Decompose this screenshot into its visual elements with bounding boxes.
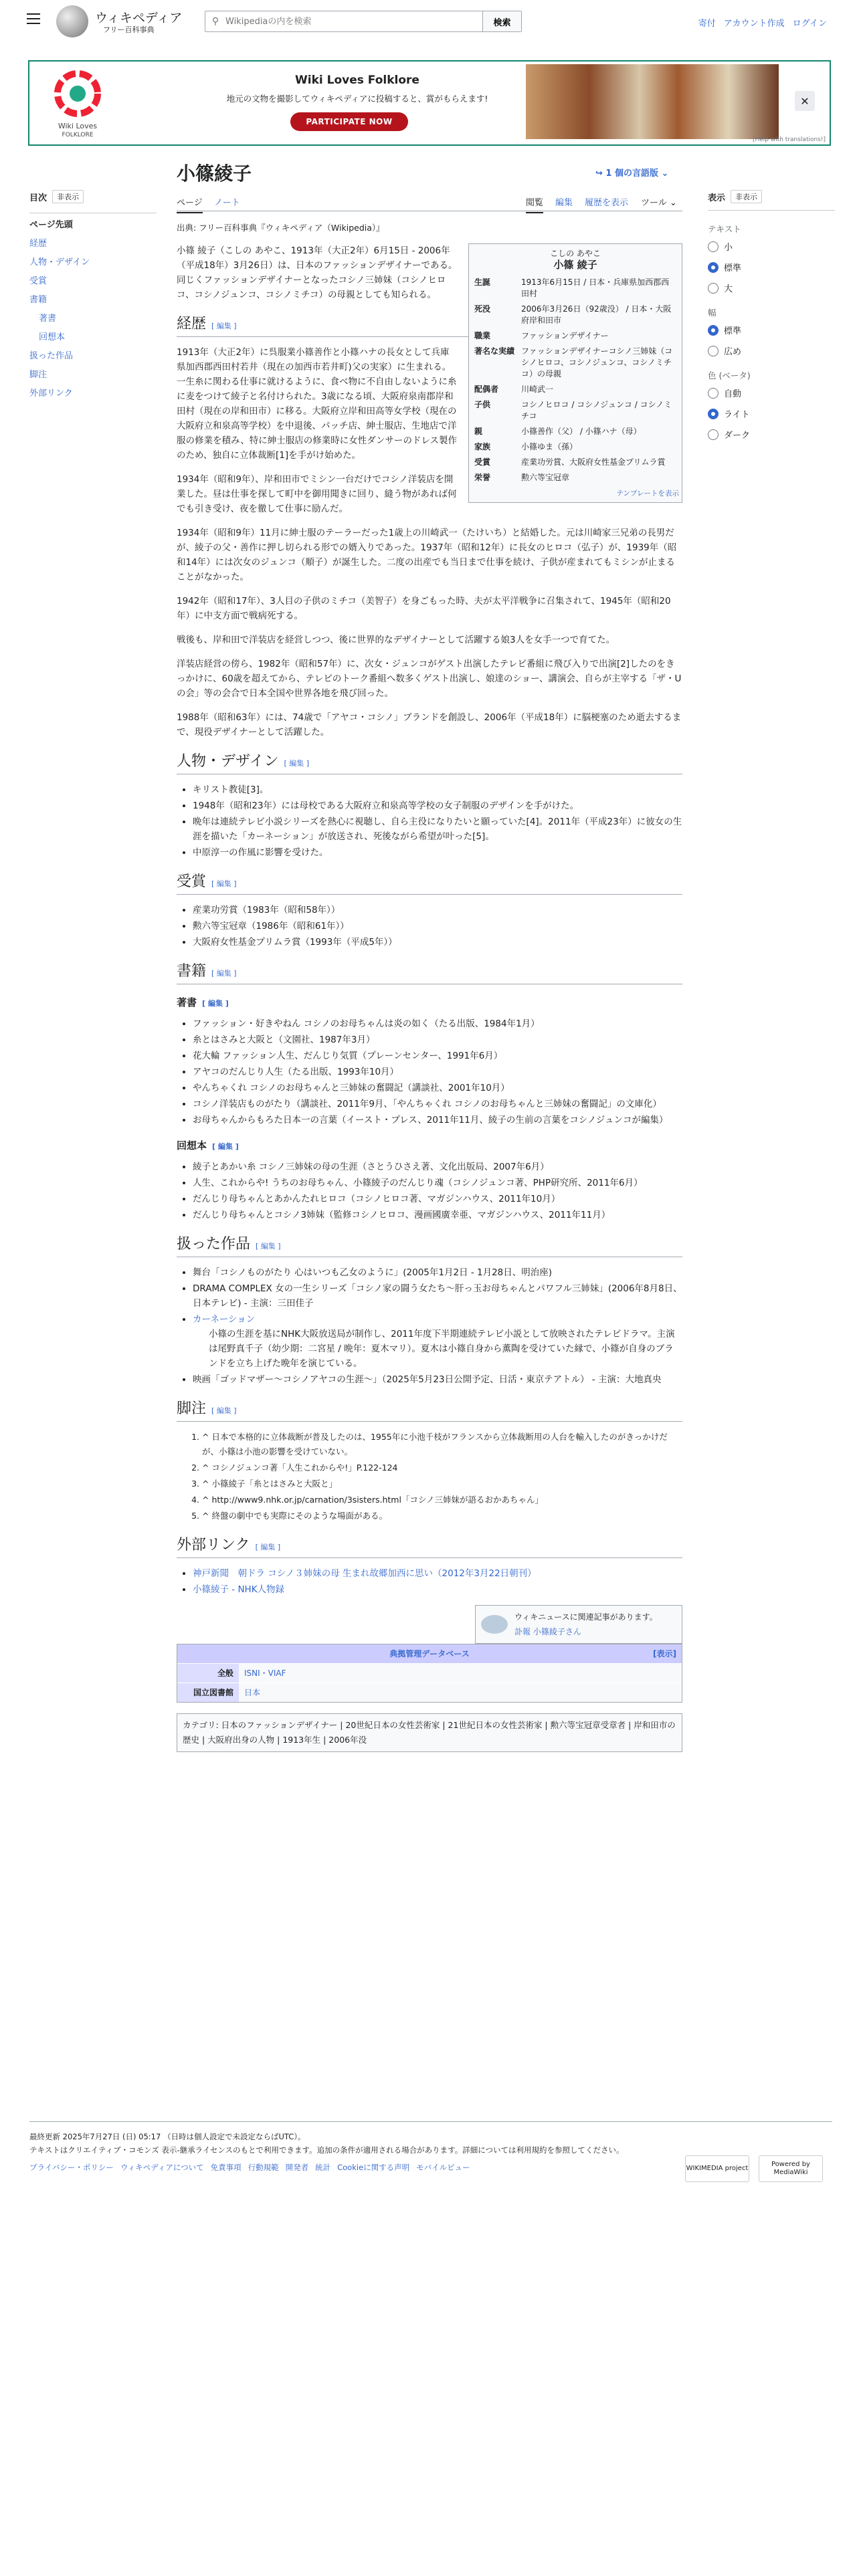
participate-button[interactable]: PARTICIPATE NOW xyxy=(290,112,408,131)
footer-link[interactable]: 開発者 xyxy=(285,2163,309,2172)
infobox-value: コシノヒロコ / コシノジュンコ / コシノミチコ xyxy=(521,400,672,421)
toc-item[interactable]: 扱った作品 xyxy=(29,351,74,361)
svg-text:FOLKLORE: FOLKLORE xyxy=(62,132,94,138)
infobox-row xyxy=(472,344,679,382)
footer-link[interactable]: モバイルビュー xyxy=(416,2163,470,2172)
search-input[interactable] xyxy=(225,11,482,31)
tab-read[interactable]: 閲覧 xyxy=(526,195,543,213)
wikinews-icon xyxy=(481,1615,508,1634)
toc-item[interactable]: 外部リンク xyxy=(29,389,73,399)
wikimedia-badge[interactable]: WIKIMEDIA project xyxy=(685,2155,749,2182)
list-item: • 花大輪 ファッション人生、だんじり気質（プレーンセンター、1991年6月） xyxy=(193,1049,682,1063)
close-icon[interactable]: ✕ xyxy=(795,91,815,111)
last-updated: 最終更新 2025年7月27日 (日) 05:17 （日時は個人設定で未設定ならばUTC）。 xyxy=(29,2132,306,2141)
color-light[interactable]: ライト xyxy=(708,407,835,420)
external-links-list xyxy=(193,1566,682,1597)
tools-menu[interactable]: ツール ⌄ xyxy=(641,198,677,208)
list-item: • キリスト教徒[3]。 xyxy=(193,782,682,797)
main-menu-icon[interactable] xyxy=(27,13,40,24)
tagline: フリー百科事典 xyxy=(103,25,155,34)
carnation-description: 小篠の生涯を基にNHK大阪放送局が制作し、2011年度下半期連続テレビ小説として放映されたテレビドラマ。主演は尾野真千子（幼少期：二宮星 / 晩年：夏木マリ）。夏木は小篠自身から薫陶を受けていた縁で、小篠が自身のブランドを立ち上げた晩年を演じている。 xyxy=(209,1329,675,1369)
page-footer xyxy=(29,2121,832,2174)
color-group: 色 (ベータ) xyxy=(708,370,751,381)
edit-link[interactable]: [ 編集 ] xyxy=(212,1142,239,1151)
notes-list xyxy=(202,1430,682,1523)
edit-link[interactable]: [ 編集 ] xyxy=(211,879,237,888)
carnation-link[interactable]: カーネーション xyxy=(193,1314,256,1325)
mediawiki-badge[interactable]: Powered by MediaWiki xyxy=(759,2155,823,2182)
wikinews-text: ウィキニュースに関連記事があります。 xyxy=(514,1612,658,1622)
infobox-row xyxy=(472,439,679,455)
footer-link[interactable]: 免責事項 xyxy=(210,2163,242,2172)
infobox-value: 小篠ゆま（孫） xyxy=(521,442,578,451)
width-group: 幅 xyxy=(708,308,717,318)
text-size-large[interactable]: 大 xyxy=(708,282,835,294)
edit-link[interactable]: [ 編集 ] xyxy=(256,1242,281,1251)
own-books-list xyxy=(193,1016,682,1128)
tools-label: ツール xyxy=(641,198,667,208)
infobox-label: 家族 xyxy=(474,442,491,451)
toc-item[interactable]: 書籍 xyxy=(29,295,47,305)
section-person: 人物・デザイン [ 編集 ] xyxy=(177,754,682,774)
memoirs-list xyxy=(193,1160,682,1222)
infobox-row xyxy=(472,275,679,302)
list-item: • 大阪府女性基金プリムラ賞（1993年（平成5年）） xyxy=(193,935,682,950)
text-size-group: テキスト xyxy=(708,224,741,234)
list-item: • DRAMA COMPLEX 女の一生シリーズ「コシノ家の闘う女たち〜肝っ玉お母ちゃんとパワフル三姉妹」(2006年8月8日、日本テレビ) - 主演：三田佳子 xyxy=(193,1281,682,1311)
category-box[interactable]: カテゴリ: 日本のファッションデザイナー | 20世紀日本の女性芸術家 | 21世紀日本の女性芸術家 | 勲六等宝冠章受章者 | 岸和田市の歴史 | 大阪府出身の人物 | 1913年生 | 2006年没 xyxy=(177,1713,682,1752)
edit-link[interactable]: [ 編集 ] xyxy=(255,1543,281,1551)
infobox-label: 生誕 xyxy=(474,278,491,287)
source-note: 出典: フリー百科事典『ウィキペディア（Wikipedia）』 xyxy=(177,223,385,233)
edit-link[interactable]: [ 編集 ] xyxy=(211,322,237,330)
banner-title: Wiki Loves Folklore xyxy=(295,74,419,87)
authority-key: 国立図書館 xyxy=(177,1683,239,1702)
infobox-label: 職業 xyxy=(474,331,491,340)
infobox-row xyxy=(472,382,679,397)
edit-link[interactable]: [ 編集 ] xyxy=(211,969,237,978)
footnote: 3. ^ 小篠綾子「糸とはさみと大阪と」 xyxy=(202,1477,682,1491)
person-list xyxy=(193,782,682,860)
language-count: 1 個の言語版 xyxy=(605,169,658,179)
width-wide[interactable]: 広め xyxy=(708,344,835,357)
list-item: • 糸とはさみと大阪と（文園社、1987年3月） xyxy=(193,1033,682,1047)
toc-item[interactable]: 受賞 xyxy=(29,276,47,286)
page-tabs xyxy=(177,191,682,211)
authority-key: 全般 xyxy=(177,1664,239,1683)
wikinews-box xyxy=(475,1605,682,1644)
authority-toggle[interactable]: [表示] xyxy=(653,1649,676,1658)
infobox-value: 川崎武一 xyxy=(521,385,554,394)
edit-link[interactable]: [ 編集 ] xyxy=(284,759,310,768)
list-item: • コシノ洋装店ものがたり（講談社、2011年9月、「やんちゃくれ コシノのお母ちゃんと三姉妹の奮闘記」の文庫化） xyxy=(193,1097,682,1111)
appearance-panel xyxy=(708,190,835,449)
infobox-label: 親 xyxy=(474,427,483,436)
infobox-label: 栄誉 xyxy=(474,473,491,482)
footer-link[interactable]: 行動規範 xyxy=(248,2163,279,2172)
authority-title[interactable]: 典拠管理データベース xyxy=(389,1649,470,1658)
infobox-label: 死没 xyxy=(474,304,491,314)
edit-link[interactable]: [ 編集 ] xyxy=(202,999,229,1008)
career-paragraph: 1934年（昭和9年）、岸和田市でミシン一台だけでコシノ洋装店を開業した。昼は仕事を探して町中を御用聞きに回り、縫う物があれば何でも引き受け、夜を徹して仕事に励んだ。 xyxy=(177,474,457,514)
authority-control xyxy=(177,1644,682,1703)
tab-edit[interactable]: 編集 xyxy=(555,198,573,208)
infobox-value: ファッションデザイナーコシノ三姉妹（コシノヒロコ、コシノジュンコ、コシノミチコ）の母親 xyxy=(521,346,673,379)
toc-item[interactable]: 脚注 xyxy=(29,370,47,380)
login-link[interactable]: ログイン xyxy=(792,19,827,29)
infobox-value: ファッションデザイナー xyxy=(521,331,609,340)
external-link[interactable]: 小篠綾子 - NHK人物録 xyxy=(193,1584,285,1595)
donate-link[interactable]: 寄付 xyxy=(698,19,716,29)
career-paragraph: 1942年（昭和17年）、3人目の子供のミチコ（美智子）を身ごもった時、夫が太平洋戦争に召集されて、1945年（昭和20年）に中支方面で戦病死する。 xyxy=(177,596,671,621)
infobox-value: 勲六等宝冠章 xyxy=(521,473,570,482)
list-item: • 中原淳一の作風に影響を受けた。 xyxy=(193,845,682,860)
appearance-title: 表示 xyxy=(708,193,726,203)
list-item: • 人生、これからや! うちのお母ちゃん、小篠綾子のだんじり魂（コシノジュンコ著、PHP研究所、2011年6月） xyxy=(193,1176,682,1190)
list-item: • 産業功労賞（1983年（昭和58年）） xyxy=(193,903,682,918)
list-item: • お母ちゃんからもろた日本一の言葉（イースト・プレス、2011年11月、綾子の生前の言葉をコシノジュンコが編集） xyxy=(193,1113,682,1128)
career-paragraph: 洋装店経営の傍ら、1982年（昭和57年）に、次女・ジュンコがゲスト出演したテレビ番組に飛び入りで出演[2]したのをきっかけに、60歳を超えてから、テレビのトーク番組へ数多くゲスト出演し、娘達のショー、講演会、自らが主宰する「ザ・Uの会」等の会合で日本全国や世界各地を飛び回った。 xyxy=(177,659,682,699)
awards-list xyxy=(193,903,682,950)
list-item: • だんじり母ちゃんとコシノ3姉妹（監修コシノヒロコ、漫画國廣幸亜、マガジンハウス、2011年11月） xyxy=(193,1208,682,1222)
banner-help-link[interactable]: [Help with translations!] xyxy=(752,136,826,143)
banner-photo xyxy=(526,64,779,139)
infobox-row xyxy=(472,328,679,344)
authority-value[interactable]: ISNI・VIAF xyxy=(239,1664,682,1683)
table-of-contents xyxy=(29,190,157,407)
color-dark[interactable]: ダーク xyxy=(708,428,835,441)
search-icon: ⚲ xyxy=(211,16,219,27)
wikipedia-logo[interactable] xyxy=(56,5,88,37)
banner-subtitle: 地元の文物を撮影してウィキペディアに投稿すると、賞がもらえます! xyxy=(226,94,488,104)
list-item: • 晩年は連続テレビ小説シリーズを熱心に視聴し、自ら主役になりたいと願っていた[4]。2011年（平成23年）に彼女の生涯を描いた「カーネーション」が放送され、死後ながら希望が叶った[5]。 xyxy=(193,815,682,844)
appearance-hide-button[interactable]: 非表示 xyxy=(731,190,762,203)
wikinews-link[interactable]: 訃報 小篠綾子さん xyxy=(514,1627,581,1636)
external-link[interactable]: 神戸新聞 朝ドラ コシノ３姉妹の母 生まれ故郷加西に思い（2012年3月22日朝刊） xyxy=(193,1568,537,1579)
infobox-row xyxy=(472,455,679,470)
list-item xyxy=(193,1582,682,1597)
section-books: 書籍 [ 編集 ] xyxy=(177,964,682,984)
list-item: • ファッション・好きやねん コシノのお母ちゃんは炎の如く（たる出版、1984年1月） xyxy=(193,1016,682,1031)
infobox-value: 2006年3月26日（92歳没） / 日本・大阪府岸和田市 xyxy=(521,304,672,325)
infobox-row xyxy=(472,397,679,424)
personal-links xyxy=(698,16,827,29)
career-paragraph: 1913年（大正2年）に呉服業小篠善作と小篠ハナの長女として兵庫県加西郡西田村若井（現在の加西市若井町)父の実家）に生まれる。一生糸に関わる仕事に就けるように、食べ物に不自由しないように糸に麦をつけて綾子と名付けられた。3歳になる頃、大阪府泉南郡岸和田村（現在の岸和田市）に移る。大阪府立岸和田高等女学校（現在の大阪府立和泉高等学校）を中退後、パッチ店、紳士服店、生地店で洋服の修業を積み、特に紳士服店の修業時に女性ダンサーのドレス製作のため、独自に立体裁断[1]を手がけ始めた。 xyxy=(177,347,458,461)
list-item: • 勲六等宝冠章（1986年（昭和61年）） xyxy=(193,919,682,934)
infobox-label: 受賞 xyxy=(474,457,491,467)
list-item: • やんちゃくれ コシノのお母ちゃんと三姉妹の奮闘記（講談社、2001年10月） xyxy=(193,1081,682,1095)
list-item: • 映画「ゴッドマザー〜コシノアヤコの生涯〜」（2025年5月23日公開予定、日活・東京テアトル） - 主演：大地真央 xyxy=(193,1372,682,1387)
toc-item[interactable]: 人物・デザイン xyxy=(29,257,90,267)
page-title: 小篠綾子 xyxy=(177,163,252,185)
toc-item[interactable]: 経歴 xyxy=(29,239,47,249)
infobox-label: 子供 xyxy=(474,400,491,409)
infobox-kana: こしの あやこ xyxy=(550,249,601,258)
infobox-value: 小篠善作（父） / 小篠ハナ（母） xyxy=(521,427,642,436)
color-auto[interactable]: 自動 xyxy=(708,387,835,399)
toc-list xyxy=(29,213,157,399)
section-works: 扱った作品 [ 編集 ] xyxy=(177,1237,682,1257)
footer-link[interactable]: 統計 xyxy=(315,2163,331,2172)
language-button[interactable]: ↪ 1 個の言語版 ⌄ xyxy=(595,169,669,179)
toc-item[interactable]: ページ先頭 xyxy=(29,220,73,230)
footer-link[interactable]: プライバシー・ポリシー xyxy=(29,2163,114,2172)
authority-value[interactable]: 日本 xyxy=(239,1683,682,1702)
campaign-banner xyxy=(28,60,831,146)
wiki-loves-folklore-logo xyxy=(44,67,111,140)
search-box xyxy=(205,11,522,32)
width-standard[interactable]: 標準 xyxy=(708,324,835,336)
section-awards: 受賞 [ 編集 ] xyxy=(177,875,682,895)
infobox-label: 著名な実績 xyxy=(474,346,515,356)
career-paragraph: 1934年（昭和9年）11月に紳士服のテーラーだった1歳上の川崎武一（たけいち）と結婚した。元は川崎家三兄弟の長男だが、綾子の父・善作に押し切られる形での婿入りであった。1937年（昭和12年）に長女のヒロコ（弘子）が、1939年（昭和14年）には次女のジュンコ（順子）が誕生した。二度の出産でも当日まで仕事を続け、子供が産まれてもミシンが止まることがなかった。 xyxy=(177,528,677,582)
license-text: テキストはクリエイティブ・コモンズ 表示-継承ライセンスのもとで利用できます。追加の条件が適用される場合があります。詳細については利用規約を参照してください。 xyxy=(29,2145,624,2155)
text-size-standard[interactable]: 標準 xyxy=(708,261,835,274)
search-button[interactable]: 検索 xyxy=(482,11,521,31)
list-item: • 舞台「コシノものがたり 心はいつも乙女のように」(2005年1月2日 - 1月28日、明治座) xyxy=(193,1265,682,1280)
article-body xyxy=(177,221,682,1752)
footnote: 1. ^ 日本で本格的に立体裁断が普及したのは、1955年に小池千枝がフランスから立体裁断用の人台を輸入したのがきっかけだが、小篠は小池の影響を受けていない。 xyxy=(202,1430,682,1459)
create-account-link[interactable]: アカウント作成 xyxy=(723,19,785,29)
career-paragraph: 戦後も、岸和田で洋装店を経営しつつ、後に世界的なデザイナーとして活躍する娘3人を女手一つで育てた。 xyxy=(177,635,615,645)
section-notes: 脚注 [ 編集 ] xyxy=(177,1402,682,1422)
infobox-label: 配偶者 xyxy=(474,385,499,394)
site-header xyxy=(0,0,859,43)
tab-page[interactable]: ページ xyxy=(177,195,203,213)
show-template-link[interactable]: テンプレートを表示 xyxy=(616,490,679,498)
edit-link[interactable]: [ 編集 ] xyxy=(211,1406,237,1415)
footer-link[interactable]: ウィキペディアについて xyxy=(120,2163,204,2172)
footnote: 5. ^ 終盤の劇中でも実際にそのような場面がある。 xyxy=(202,1509,682,1523)
toc-item[interactable]: 著書 xyxy=(39,314,57,324)
wordmark[interactable]: ウィキペディア xyxy=(95,11,183,25)
list-item: • 1948年（昭和23年）には母校である大阪府立和泉高等学校の女子制服のデザインを手がけた。 xyxy=(193,798,682,813)
lead-paragraph: 小篠 綾子（こしの あやこ、1913年（大正2年）6月15日 - 2006年（平成18年）3月26日）は、日本のファッションデザイナーである。同じくファッションデザイナーとなったコシノ三姉妹（コシノヒロコ、コシノジュンコ、コシノミチコ）の母親としても知られる。 xyxy=(177,245,458,300)
subsection-memoirs: 回想本 [ 編集 ] xyxy=(177,1140,239,1152)
infobox-row xyxy=(472,470,679,486)
footnote: 2. ^ コシノジュンコ著「人生これからや!」P.122-124 xyxy=(202,1461,682,1475)
infobox-name: 小篠 綾子 xyxy=(553,259,597,271)
subsection-own-books: 著書 [ 編集 ] xyxy=(177,996,229,1008)
infobox xyxy=(468,243,682,503)
toc-item[interactable]: 回想本 xyxy=(39,332,66,342)
list-item xyxy=(193,1312,682,1371)
infobox-row xyxy=(472,424,679,439)
footnote: 4. ^ http://www9.nhk.or.jp/carnation/3sisters.html「コシノ三姉妹が語るおかあちゃん」 xyxy=(202,1493,682,1507)
svg-text:Wiki Loves: Wiki Loves xyxy=(58,122,98,130)
toc-title: 目次 xyxy=(29,193,47,203)
list-item: • アヤコのだんじり人生（たる出版、1993年10月） xyxy=(193,1065,682,1079)
infobox-row xyxy=(472,302,679,328)
section-career: 経歴 [ 編集 ] xyxy=(177,317,682,337)
list-item: • だんじり母ちゃんとあかんたれヒロコ（コシノヒロコ著、マガジンハウス、2011年10月） xyxy=(193,1192,682,1206)
infobox-value: 産業功労賞、大阪府女性基金プリムラ賞 xyxy=(521,457,666,467)
section-external-links: 外部リンク [ 編集 ] xyxy=(177,1538,682,1558)
works-list xyxy=(193,1265,682,1387)
infobox-value: 1913年6月15日 / 日本・兵庫県加西郡西田村 xyxy=(521,278,670,298)
toc-hide-button[interactable]: 非表示 xyxy=(52,190,84,203)
career-paragraph: 1988年（昭和63年）には、74歳で「アヤコ・コシノ」ブランドを創設し、2006年（平成18年）に脳梗塞のため逝去するまで、現役デザイナーとして活躍した。 xyxy=(177,712,682,738)
footer-link[interactable]: Cookieに関する声明 xyxy=(337,2163,410,2172)
tab-talk[interactable]: ノート xyxy=(214,198,240,208)
text-size-small[interactable]: 小 xyxy=(708,240,835,253)
list-item xyxy=(193,1566,682,1581)
list-item: • 綾子とあかい糸 コシノ三姉妹の母の生涯（さとうひさえ著、文化出版局、2007年6月） xyxy=(193,1160,682,1174)
tab-history[interactable]: 履歴を表示 xyxy=(585,198,629,208)
